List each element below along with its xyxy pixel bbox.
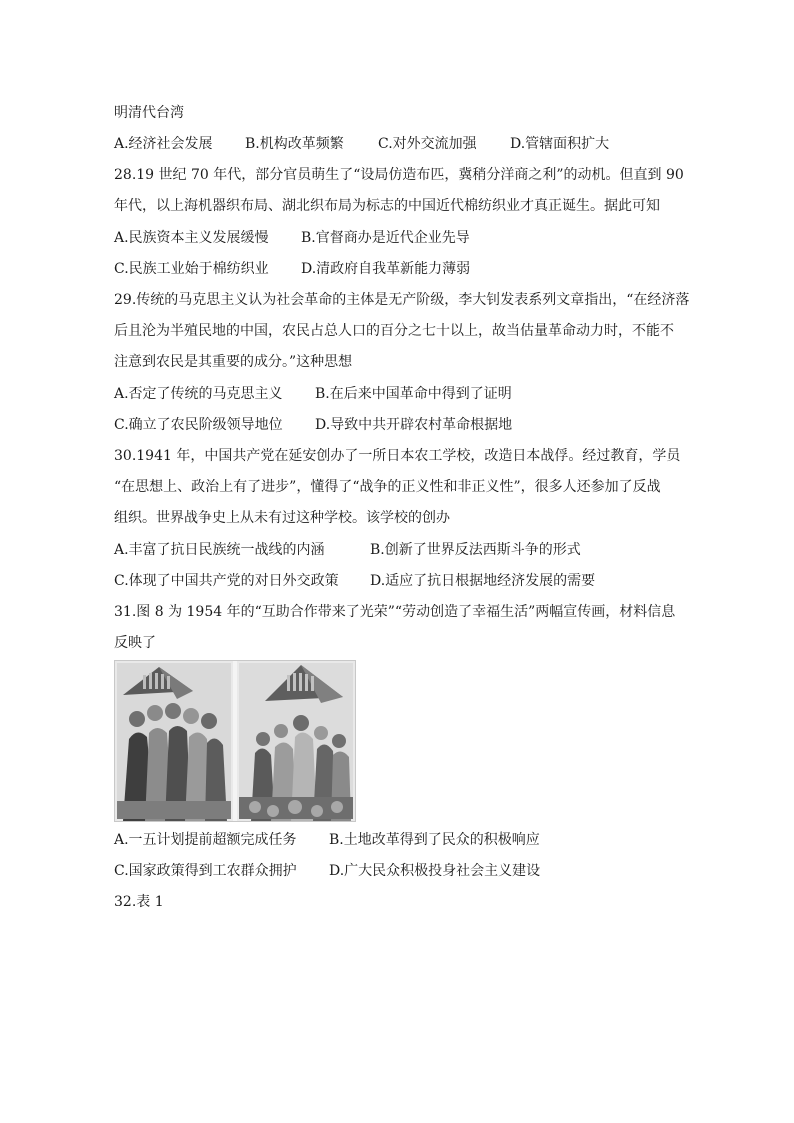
intro-text: 明清代台湾 (114, 105, 184, 121)
propaganda-posters-figure (114, 660, 356, 822)
q28-option-c[interactable]: C.民族工业始于棉纺织业 (114, 261, 269, 277)
q27-option-c[interactable]: C.对外交流加强 (378, 136, 477, 152)
q31-option-a[interactable]: A.一五计划提前超额完成任务 (114, 832, 297, 848)
q29-option-b[interactable]: B.在后来中国革命中得到了证明 (315, 386, 512, 402)
q30-option-c[interactable]: C.体现了中国共产党的对日外交政策 (114, 573, 339, 589)
q28-stem-line2: 年代，以上海机器织布局、湖北织布局为标志的中国近代棉纺织业才真正诞生。据此可知 (114, 198, 660, 214)
q31-stem-line2: 反映了 (114, 635, 156, 651)
q30-stem-line1: 30.1941 年，中国共产党在延安创办了一所日本农工学校，改造日本战俘。经过教育，学员 (114, 448, 681, 464)
q30-stem-line3: 组织。世界战争史上从未有过这种学校。该学校的创办 (114, 510, 450, 526)
left-poster (117, 663, 231, 821)
q31-option-b[interactable]: B.土地改革得到了民众的积极响应 (329, 832, 540, 848)
q28-option-d[interactable]: D.清政府自我革新能力薄弱 (301, 261, 471, 277)
q28-stem-line1: 28.19 世纪 70 年代，部分官员萌生了“设局仿造布匹，冀稍分洋商之利”的动机。但直到 90 (114, 167, 684, 183)
q31-option-c[interactable]: C.国家政策得到工农群众拥护 (114, 863, 297, 879)
q27-option-b[interactable]: B.机构改革频繁 (245, 136, 344, 152)
q29-stem-line2: 后且沦为半殖民地的中国，农民占总人口的百分之七十以上，故当估量革命动力时，不能不 (114, 323, 674, 339)
q30-option-a[interactable]: A.丰富了抗日民族统一战线的内涵 (114, 542, 325, 558)
q32-stem: 32.表 1 (114, 894, 164, 910)
q29-stem-line1: 29.传统的马克思主义认为社会革命的主体是无产阶级，李大钊发表系列文章指出，“在经济落 (114, 292, 690, 308)
q29-option-d[interactable]: D.导致中共开辟农村革命根据地 (315, 417, 513, 433)
q29-option-a[interactable]: A.否定了传统的马克思主义 (114, 386, 283, 402)
q28-option-a[interactable]: A.民族资本主义发展缓慢 (114, 230, 269, 246)
right-poster (239, 663, 353, 821)
q31-stem-line1: 31.图 8 为 1954 年的“互助合作带来了光荣”“劳动创造了幸福生活”两幅宣传画，材料信息 (114, 604, 676, 620)
q27-option-a[interactable]: A.经济社会发展 (114, 136, 213, 152)
q30-option-b[interactable]: B.创新了世界反法西斯斗争的形式 (370, 542, 581, 558)
q29-option-c[interactable]: C.确立了农民阶级领导地位 (114, 417, 283, 433)
propaganda-posters-illustration (115, 661, 355, 821)
q28-option-b[interactable]: B.官督商办是近代企业先导 (301, 230, 470, 246)
q29-stem-line3: 注意到农民是其重要的成分。”这种思想 (114, 354, 353, 370)
q31-option-d[interactable]: D.广大民众积极投身社会主义建设 (329, 863, 541, 879)
q30-stem-line2: “在思想上、政治上有了进步”，懂得了“战争的正义性和非正义性”，很多人还参加了反战 (114, 479, 661, 495)
q30-option-d[interactable]: D.适应了抗日根据地经济发展的需要 (370, 573, 596, 589)
q27-option-d[interactable]: D.管辖面积扩大 (510, 136, 610, 152)
